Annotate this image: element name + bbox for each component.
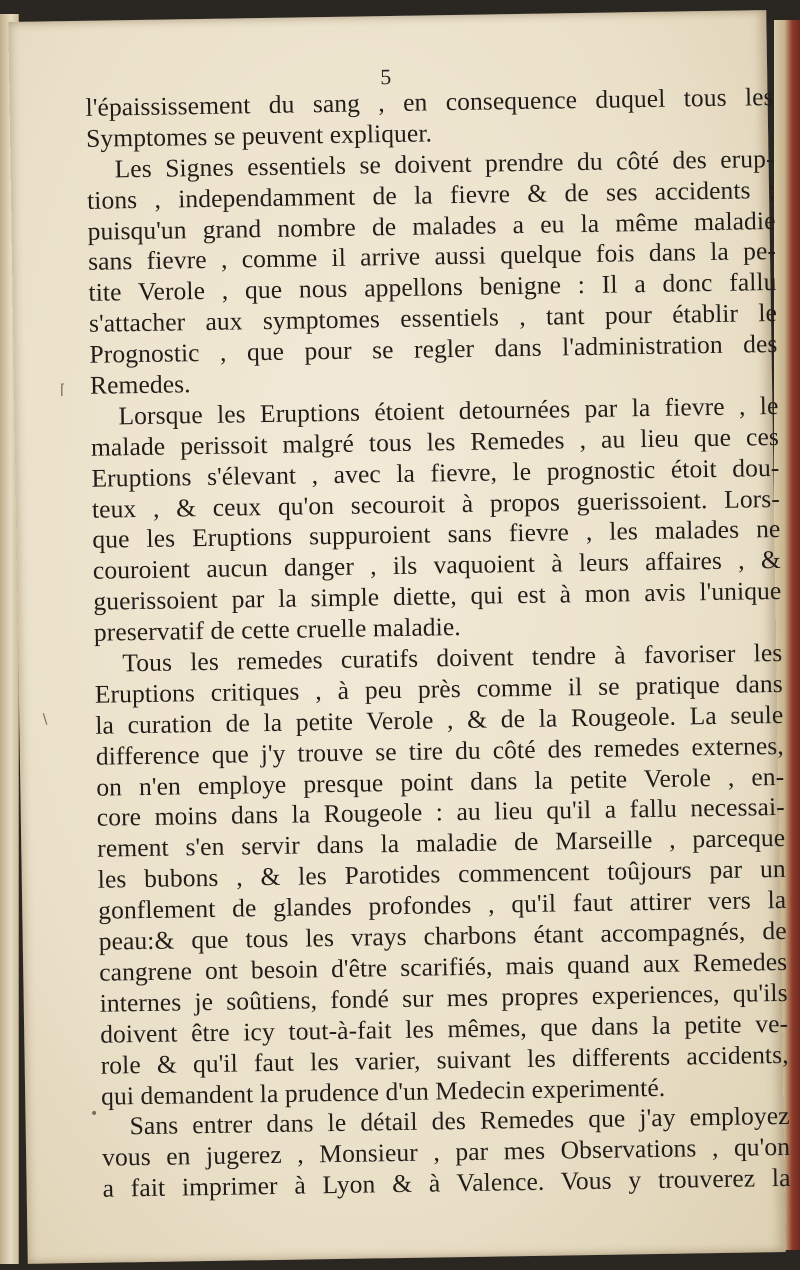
text-line: tions , independamment de la fievre & de ses accidents ; bbox=[86, 174, 776, 215]
text-line: vous en jugerez , Monsieur , par mes Observations , qu'on bbox=[101, 1132, 791, 1172]
text-line: Les Signes essentiels se doivent prendre du côté des erup- bbox=[114, 143, 775, 184]
text-line: Symptomes se peuvent expliquer. bbox=[85, 118, 433, 153]
text-line: Tous les remedes curatifs doivent tendre à favoriser les bbox=[122, 637, 783, 678]
text-line: Eruptions critiques , à peu près comme il se pratique dans bbox=[94, 668, 784, 709]
text-line: role & qu'il faut les varier, suivant les differents accidents, bbox=[100, 1039, 789, 1080]
page-sheet bbox=[8, 10, 791, 1264]
text-line: que les Eruptions suppuroient sans fievre , les malades ne bbox=[92, 514, 781, 555]
text-line: sans fievre , comme il arrive aussi quelque fois dans la pe- bbox=[87, 236, 777, 277]
text-line: difference que j'y trouve se tire du côté des remedes externes, bbox=[95, 730, 784, 771]
body-text bbox=[85, 82, 790, 1205]
text-line: Lorsque les Eruptions étoient detournées par la fievre , le bbox=[118, 390, 779, 431]
text-line: guerissoient par la simple diette, qui est à mon avis l'unique bbox=[93, 576, 782, 617]
text-line: Prognostic , que pour se regler dans l'administration des bbox=[89, 329, 778, 369]
text-line: Sans entrer dans le détail des Remedes que j'ay employez bbox=[129, 1101, 790, 1141]
text-line: cangrene ont besoin d'être scarifiés, mais quand aux Remedes bbox=[98, 946, 788, 987]
text-line: rement s'en servir dans la maladie de Marseille , parceque bbox=[97, 823, 786, 864]
margin-mark: ⌈ bbox=[60, 382, 66, 398]
text-line: a fait imprimer à Lyon & à Valence. Vous y trouverez la bbox=[102, 1163, 791, 1203]
text-line: tite Verole , que nous appellons benigne : Il a donc fallu bbox=[88, 267, 777, 308]
text-line: internes je soûtiens, fondé sur mes propres experiences, qu'ils bbox=[99, 977, 788, 1018]
text-line: qui demandent la prudence d'un Medecin experimenté. bbox=[100, 1072, 666, 1111]
text-line: s'attacher aux symptomes essentiels , tant pour établir le bbox=[88, 298, 778, 339]
text-line: Eruptions s'élevant , avec la fievre, le prognostic étoit dou- bbox=[91, 452, 780, 493]
text-line: malade perissoit malgré tous les Remedes , au lieu que ces bbox=[90, 421, 780, 462]
margin-mark: ∖ bbox=[40, 712, 49, 728]
text-line: puisqu'un grand nombre de malades a eu la même maladie bbox=[87, 205, 776, 246]
margin-mark: • bbox=[90, 1106, 99, 1122]
text-line: teux , & ceux qu'on secouroit à propos guerissoient. Lors- bbox=[91, 483, 781, 524]
text-line: l'épaississement du sang , en consequence duquel tous les bbox=[85, 82, 774, 122]
text-line: on n'en employe presque point dans la petite Verole , en- bbox=[96, 761, 785, 802]
text-line: core moins dans la Rougeole : au lieu qu'il a fallu necessai- bbox=[96, 792, 785, 833]
text-line: Remedes. bbox=[89, 369, 191, 400]
text-line: peau:& que tous les vrays charbons étant accompagnés, de bbox=[98, 915, 787, 956]
text-line: doivent être icy tout-à-fait les mêmes, que dans la petite ve- bbox=[99, 1008, 789, 1049]
text-line: couroient aucun danger , ils vaquoient à leurs affaires , & bbox=[92, 545, 782, 586]
text-line: preservatif de cette cruelle maladie. bbox=[93, 612, 461, 647]
text-line: les bubons , & les Parotides commencent toûjours par un bbox=[97, 854, 786, 894]
text-line: gonflement de glandes profondes , qu'il faut attirer vers la bbox=[98, 885, 787, 925]
page-number: 5 bbox=[380, 64, 392, 90]
text-line: la curation de la petite Verole , & de la Rougeole. La seule bbox=[95, 699, 784, 740]
